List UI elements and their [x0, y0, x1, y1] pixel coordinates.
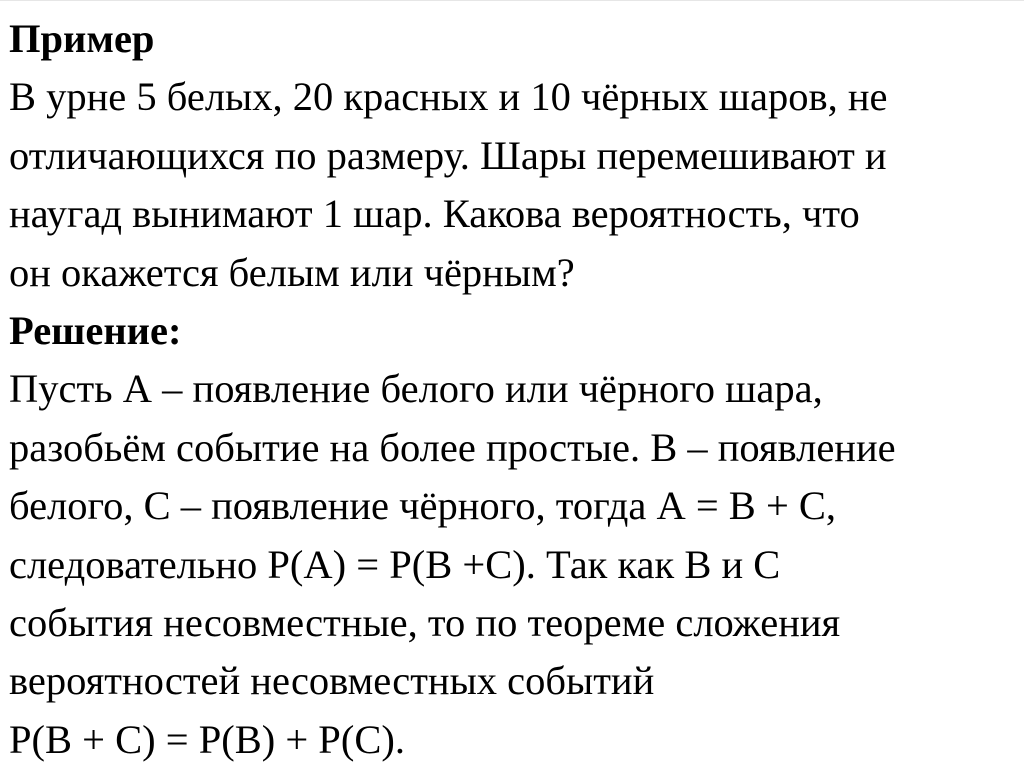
problem-line: В урне 5 белых, 20 красных и 10 чёрных шаров, не: [9, 74, 888, 120]
solution-line: следовательно Р(А) = Р(В +С). Так как В и С: [9, 541, 781, 587]
solution-heading: Решение:: [9, 307, 182, 353]
problem-line: он окажется белым или чёрным?: [9, 249, 575, 295]
problem-line: наугад вынимают 1 шар. Какова вероятность, что: [9, 191, 860, 237]
solution-line: разобьём событие на более простые. В – появление: [9, 424, 896, 470]
solution-line: вероятностей несовместных событий: [9, 658, 655, 704]
solution-line: Пусть А – появление белого или чёрного шара,: [9, 366, 823, 412]
solution-line: белого, С – появление чёрного, тогда А = В + С,: [9, 483, 837, 529]
slide-top-border: [0, 0, 1024, 1]
slide-content: [9, 10, 1014, 769]
solution-line: события несовместные, то по теореме сложения: [9, 599, 841, 645]
example-heading: Пример: [9, 16, 155, 61]
solution-formula: Р(В + С) = Р(В) + Р(С).: [9, 716, 405, 762]
problem-line: отличающихся по размеру. Шары перемешивают и: [9, 132, 887, 178]
